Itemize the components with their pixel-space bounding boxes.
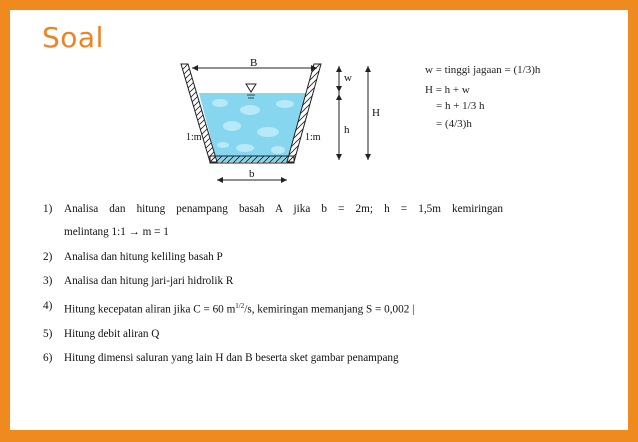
label-b: b [249, 168, 255, 180]
bottom-slab [210, 156, 294, 163]
question-text: Analisa dan hitung penampang basah A jika b = 2m; h = 1,5m kemiringan [64, 203, 503, 215]
slope-right-label: 1:m [305, 132, 321, 143]
question-item-1: 1) Analisa dan hitung penampang basah A jika b = 2m; h = 1,5m kemiringan melintang 1:1 → m = 1 [43, 200, 503, 242]
question-item-5: 5) Hitung debit aliran Q [43, 327, 160, 340]
question-text: Hitung dimensi saluran yang lain H dan B beserta sket gambar penampang [64, 352, 399, 365]
question-text: Analisa dan hitung jari-jari hidrolik R [64, 275, 234, 287]
question-text: Hitung kecepatan aliran jika C = 60 m [64, 303, 236, 316]
question-text-continued: melintang 1:1 → m = 1 [64, 226, 169, 238]
slide-title: Soal [42, 21, 104, 54]
question-item-2: 2) Analisa dan hitung keliling basah P [43, 250, 223, 263]
formula-line-1: w = tinggi jagaan = (1/3)h [425, 64, 541, 76]
question-item-4: 4) Hitung kecepatan aliran jika C = 60 $m^{1/2}/s$, kemiringan memanjang S = 0,002 | [43, 299, 415, 316]
exponent: 1/2 [235, 301, 245, 310]
label-B: B [250, 57, 258, 69]
question-text: Analisa dan hitung keliling basah P [64, 250, 223, 263]
question-item-6: 6) Hitung dimensi saluran yang lain H dan B beserta sket gambar penampang [43, 352, 399, 365]
label-h: h [344, 124, 350, 136]
label-H: H [372, 107, 380, 119]
formula-line-3: = h + 1/3 h [436, 100, 485, 112]
formula-line-4: = (4/3)h [436, 118, 472, 130]
question-list [43, 200, 503, 374]
slope-left-label: 1:m [186, 132, 202, 143]
question-text: Hitung debit aliran Q [64, 327, 160, 340]
formula-line-2: H = h + w [425, 84, 470, 96]
formula-block [414, 62, 540, 132]
label-w: w [344, 72, 352, 84]
question-text-tail: /s, kemiringan memanjang S = 0,002 | [244, 303, 415, 316]
question-item-3: 3) Analisa dan hitung jari-jari hidrolik R [43, 275, 234, 287]
